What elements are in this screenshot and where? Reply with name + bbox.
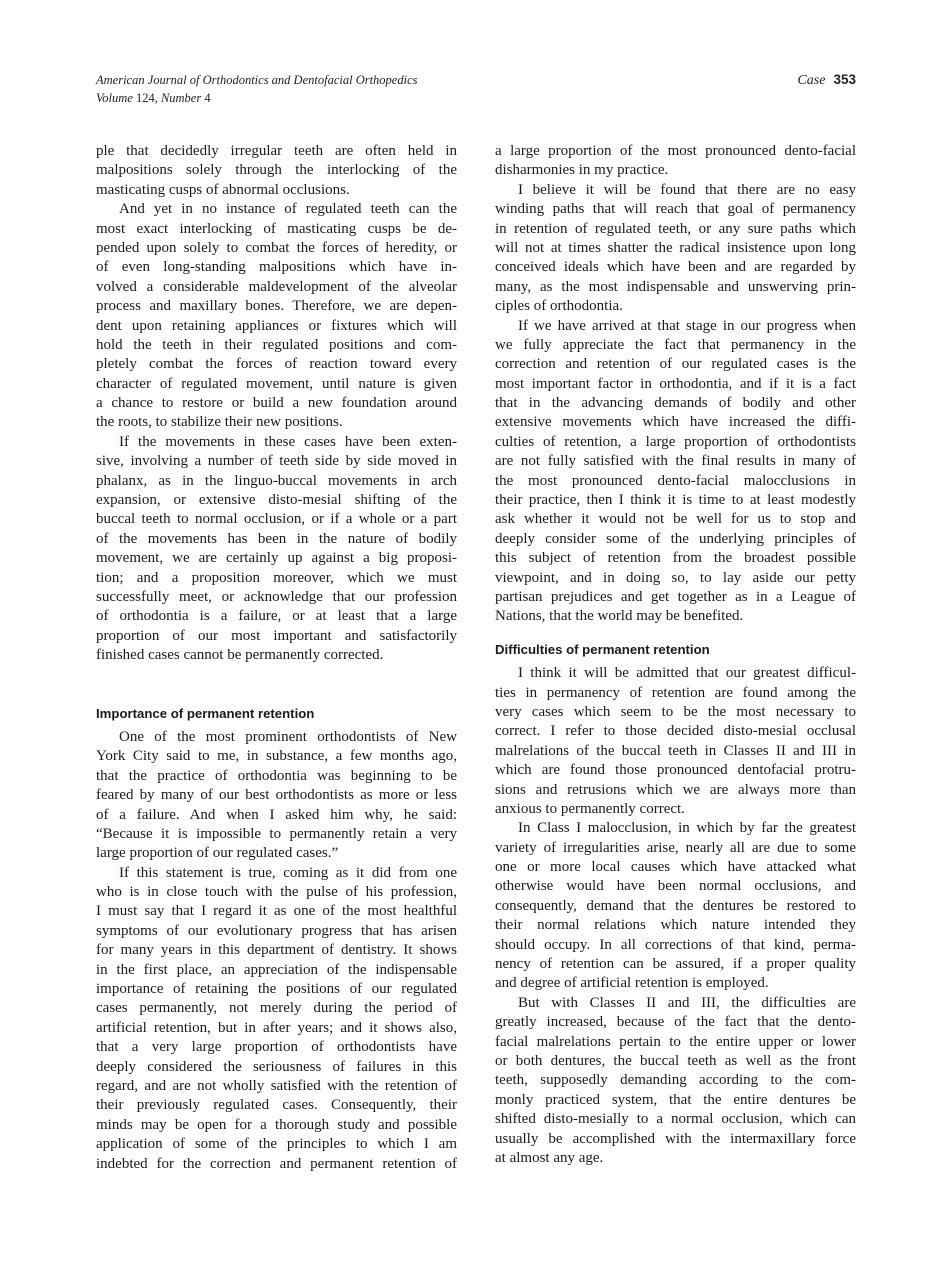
text-line: or both dentures, the buccal teeth as well as the front xyxy=(495,1052,856,1069)
text-line: And yet in no instance of regulated teeth can the xyxy=(119,201,457,218)
paragraph xyxy=(96,200,457,433)
text-line: volved a considerable maldevelopment of the alveolar xyxy=(96,278,457,295)
text-line: anxious to permanently correct. xyxy=(495,800,685,817)
text-line: minds may be open for a thorough study and possible xyxy=(96,1116,457,1133)
text-line: consequently, demand that the dentures be restored to xyxy=(495,897,856,914)
text-line: the most pronounced dento-facial malocclusions in xyxy=(495,472,856,489)
paragraph xyxy=(96,864,457,1174)
text-line: sions and retrusions which we are always more than xyxy=(495,781,856,798)
text-line: In Class I malocclusion, in which by far the greatest xyxy=(518,820,856,837)
text-line: Nations, that the world may be benefited. xyxy=(495,608,744,625)
text-line: York City said to me, in substance, a few months ago, xyxy=(96,748,457,765)
journal-title: American Journal of Orthodontics and Dentofacial Orthopedics xyxy=(96,73,418,87)
text-line: shifted disto-mesially to a normal occlusion, which can xyxy=(495,1111,856,1128)
text-line: regard, and are not wholly satisfied with the retention of xyxy=(96,1077,457,1094)
text-line: monly practiced system, that the entire dentures be xyxy=(495,1091,856,1108)
text-line: I must say that I regard it as one of the most healthful xyxy=(96,903,457,920)
text-line: tion; and a proposition moreover, which we must xyxy=(96,569,457,586)
text-line: most important factor in orthodontia, and if it is a fact xyxy=(495,375,856,392)
text-line: One of the most prominent orthodontists of New xyxy=(119,728,457,745)
running-header xyxy=(96,71,418,107)
text-line: deeply consider some of the underlying principles of xyxy=(495,530,856,547)
text-line: If this statement is true, coming as it did from one xyxy=(119,864,457,881)
text-line: of a failure. And when I asked him why, he said: xyxy=(96,806,457,823)
text-line: culties of retention, a large proportion of orthodontists xyxy=(495,433,856,450)
paragraph xyxy=(495,664,856,819)
text-line: hold the teeth in their regulated positions and com- xyxy=(96,336,457,353)
text-line: most exact interlocking of masticating cusps be de- xyxy=(96,220,457,237)
text-line: sive, involving a number of teeth side by side moved in xyxy=(96,453,457,470)
text-line: many, as the most indispensable and unswerving prin- xyxy=(495,278,856,295)
volume-label: Volume xyxy=(96,91,133,105)
text-line: should occupy. In all corrections of that kind, perma- xyxy=(495,936,856,953)
paragraph xyxy=(96,433,457,666)
section-spacer xyxy=(495,627,856,640)
text-line: “Because it is impossible to permanently retain a very xyxy=(96,825,457,842)
text-line: that the practice of orthodontia was beginning to be xyxy=(96,767,457,784)
volume-number: 124 xyxy=(135,91,155,105)
volume-issue: Volume 124, Number 4 xyxy=(96,91,211,105)
text-line: their practice, then I think it is time to at least modestly xyxy=(495,492,856,509)
paragraph xyxy=(495,994,856,1169)
text-line: the roots, to stabilize their new positions. xyxy=(96,414,343,431)
text-line: correct. I refer to those decided disto-mesial occlusal xyxy=(495,723,856,740)
text-line: ciples of orthodontia. xyxy=(495,298,623,315)
paragraph xyxy=(96,142,457,200)
text-line: I believe it will be found that there are no easy xyxy=(518,181,856,198)
text-line: otherwise would have been normal occlusions, and xyxy=(495,878,856,895)
text-line: that in the advancing demands of bodily and other xyxy=(495,395,856,412)
text-line: But with Classes II and III, the difficulties are xyxy=(518,994,856,1011)
text-line: we fully appreciate the fact that permanency in the xyxy=(495,336,856,353)
text-line: in the first place, an appreciation of the indispensable xyxy=(96,961,457,978)
section-spacer xyxy=(96,666,457,704)
text-line: extensive movements which have increased the diffi- xyxy=(495,414,856,431)
text-line: expansion, or extensive disto-mesial shifting of the xyxy=(96,492,457,509)
section-heading: Importance of permanent retention xyxy=(96,705,315,721)
text-line: ask whether it would not be well for us to stop and xyxy=(495,511,856,528)
text-line: process and maxillary bones. Therefore, we are depen- xyxy=(96,298,457,315)
text-line: are not fully satisfied with the final results in many of xyxy=(495,453,856,470)
text-line: a large proportion of the most pronounced dento-facial xyxy=(495,143,856,159)
text-line: pended upon solely to combat the forces of heredity, or xyxy=(96,239,457,256)
text-line: large proportion of our regulated cases.” xyxy=(96,845,339,862)
text-line: deeply considered the seriousness of failures in this xyxy=(96,1058,457,1075)
text-line: application of some of the principles to which I am xyxy=(96,1136,457,1153)
text-line: of the movements has been in the nature of bodily xyxy=(96,530,457,547)
text-line: greatly increased, because of the fact that the dento- xyxy=(495,1014,856,1031)
text-line: feared by many of our best orthodontists as more or less xyxy=(96,787,457,804)
text-line: ple that decidedly irregular teeth are often held in xyxy=(96,143,457,159)
paragraph xyxy=(495,819,856,994)
text-line: usually be accomplished with the intermaxillary force xyxy=(495,1130,856,1147)
text-line: ties in permanency of retention are found among the xyxy=(495,684,856,701)
text-line: buccal teeth to normal occlusion, or if a whole or a part xyxy=(96,511,457,528)
text-line: cases permanently, not merely during the period of xyxy=(96,1000,457,1017)
text-line: who is in close touch with the pulse of his profession, xyxy=(96,884,457,901)
text-line: artificial retention, but in after years; and it shows also, xyxy=(96,1019,457,1036)
text-line: phalanx, as in the linguo-buccal movements in arch xyxy=(96,472,457,489)
text-line: of even long-standing malpositions which have in- xyxy=(96,259,457,276)
text-line: symptoms of our evolutionary progress that has arisen xyxy=(96,922,457,939)
text-line: winding paths that will reach that goal of permanency xyxy=(495,201,856,218)
right-column xyxy=(495,142,856,1168)
text-line: teeth, supposedly demanding according to the com- xyxy=(495,1072,856,1089)
issue-number: 4 xyxy=(204,91,211,105)
text-line: facial malrelations pertain to the entire upper or lower xyxy=(495,1033,856,1050)
text-line: at almost any age. xyxy=(495,1149,604,1166)
text-line: masticating cusps of abnormal occlusions. xyxy=(96,181,350,198)
number-label: Number xyxy=(160,91,202,105)
text-line: of orthodontia is a failure, or at least that a large xyxy=(96,608,457,625)
text-line: importance of retaining the positions of our regulated xyxy=(96,981,457,998)
text-line: partisan prejudices and get together as in a League of xyxy=(495,588,856,605)
text-line: disharmonies in my practice. xyxy=(495,162,669,179)
text-line: pletely combat the forces of reaction toward every xyxy=(96,356,457,373)
text-line: in retention of regulated teeth, or any sure paths which xyxy=(495,220,856,237)
section-label: Case xyxy=(797,73,826,88)
section-heading: Difficulties of permanent retention xyxy=(495,641,710,657)
paragraph xyxy=(96,728,457,864)
text-line: for many years in this department of dentistry. It shows xyxy=(96,942,457,959)
text-line: dent upon retaining appliances or fixtures which will xyxy=(96,317,457,334)
text-line: will not at times shatter the radical insistence upon long xyxy=(495,239,856,256)
text-line: finished cases cannot be permanently corrected. xyxy=(96,647,384,664)
text-line: successfully meet, or acknowledge that our profession xyxy=(96,588,457,605)
paragraph xyxy=(495,181,856,317)
paragraph xyxy=(495,142,856,181)
text-line: one or more local causes which have attacked what xyxy=(495,859,856,876)
left-column xyxy=(96,142,457,1174)
text-line: I think it will be admitted that our greatest difficul- xyxy=(518,665,856,682)
text-line: very cases which seem to be the most necessary to xyxy=(495,703,856,720)
text-line: If we have arrived at that stage in our progress when xyxy=(518,317,856,334)
text-line: malrelations of the buccal teeth in Classes II and III in xyxy=(495,742,856,759)
paragraph xyxy=(495,317,856,627)
text-line: conceived ideals which have been and are regarded by xyxy=(495,259,856,276)
text-line: correction and retention of our regulated cases is the xyxy=(495,356,856,373)
text-line: this subject of retention from the broadest possible xyxy=(495,550,856,567)
text-line: which are found those pronounced dentofacial protru- xyxy=(495,762,856,779)
page-header-right xyxy=(797,71,856,90)
text-line: If the movements in these cases have been exten- xyxy=(119,433,457,450)
text-line: movement, we are certainly up against a big proposi- xyxy=(96,550,457,567)
text-line: proportion of our most important and satisfactorily xyxy=(96,627,457,644)
text-line: and degree of artificial retention is employed. xyxy=(495,975,769,992)
text-line: character of regulated movement, until nature is given xyxy=(96,375,457,392)
text-line: their normal relations which nature intended they xyxy=(495,917,856,934)
page-number: 353 xyxy=(833,72,856,87)
text-line: that a very large proportion of orthodontists have xyxy=(96,1039,457,1056)
text-line: their previously regulated cases. Consequently, their xyxy=(96,1097,457,1114)
text-line: viewpoint, and in doing so, to lay aside our petty xyxy=(495,569,856,586)
text-line: indebted for the correction and permanent retention of xyxy=(96,1155,457,1172)
text-line: a chance to restore or build a new foundation around xyxy=(96,395,457,412)
text-line: nency of retention can be assured, if a proper quality xyxy=(495,956,856,973)
text-line: variety of irregularities arise, nearly all are due to some xyxy=(495,839,856,856)
text-line: malpositions solely through the interlocking of the xyxy=(96,162,457,179)
